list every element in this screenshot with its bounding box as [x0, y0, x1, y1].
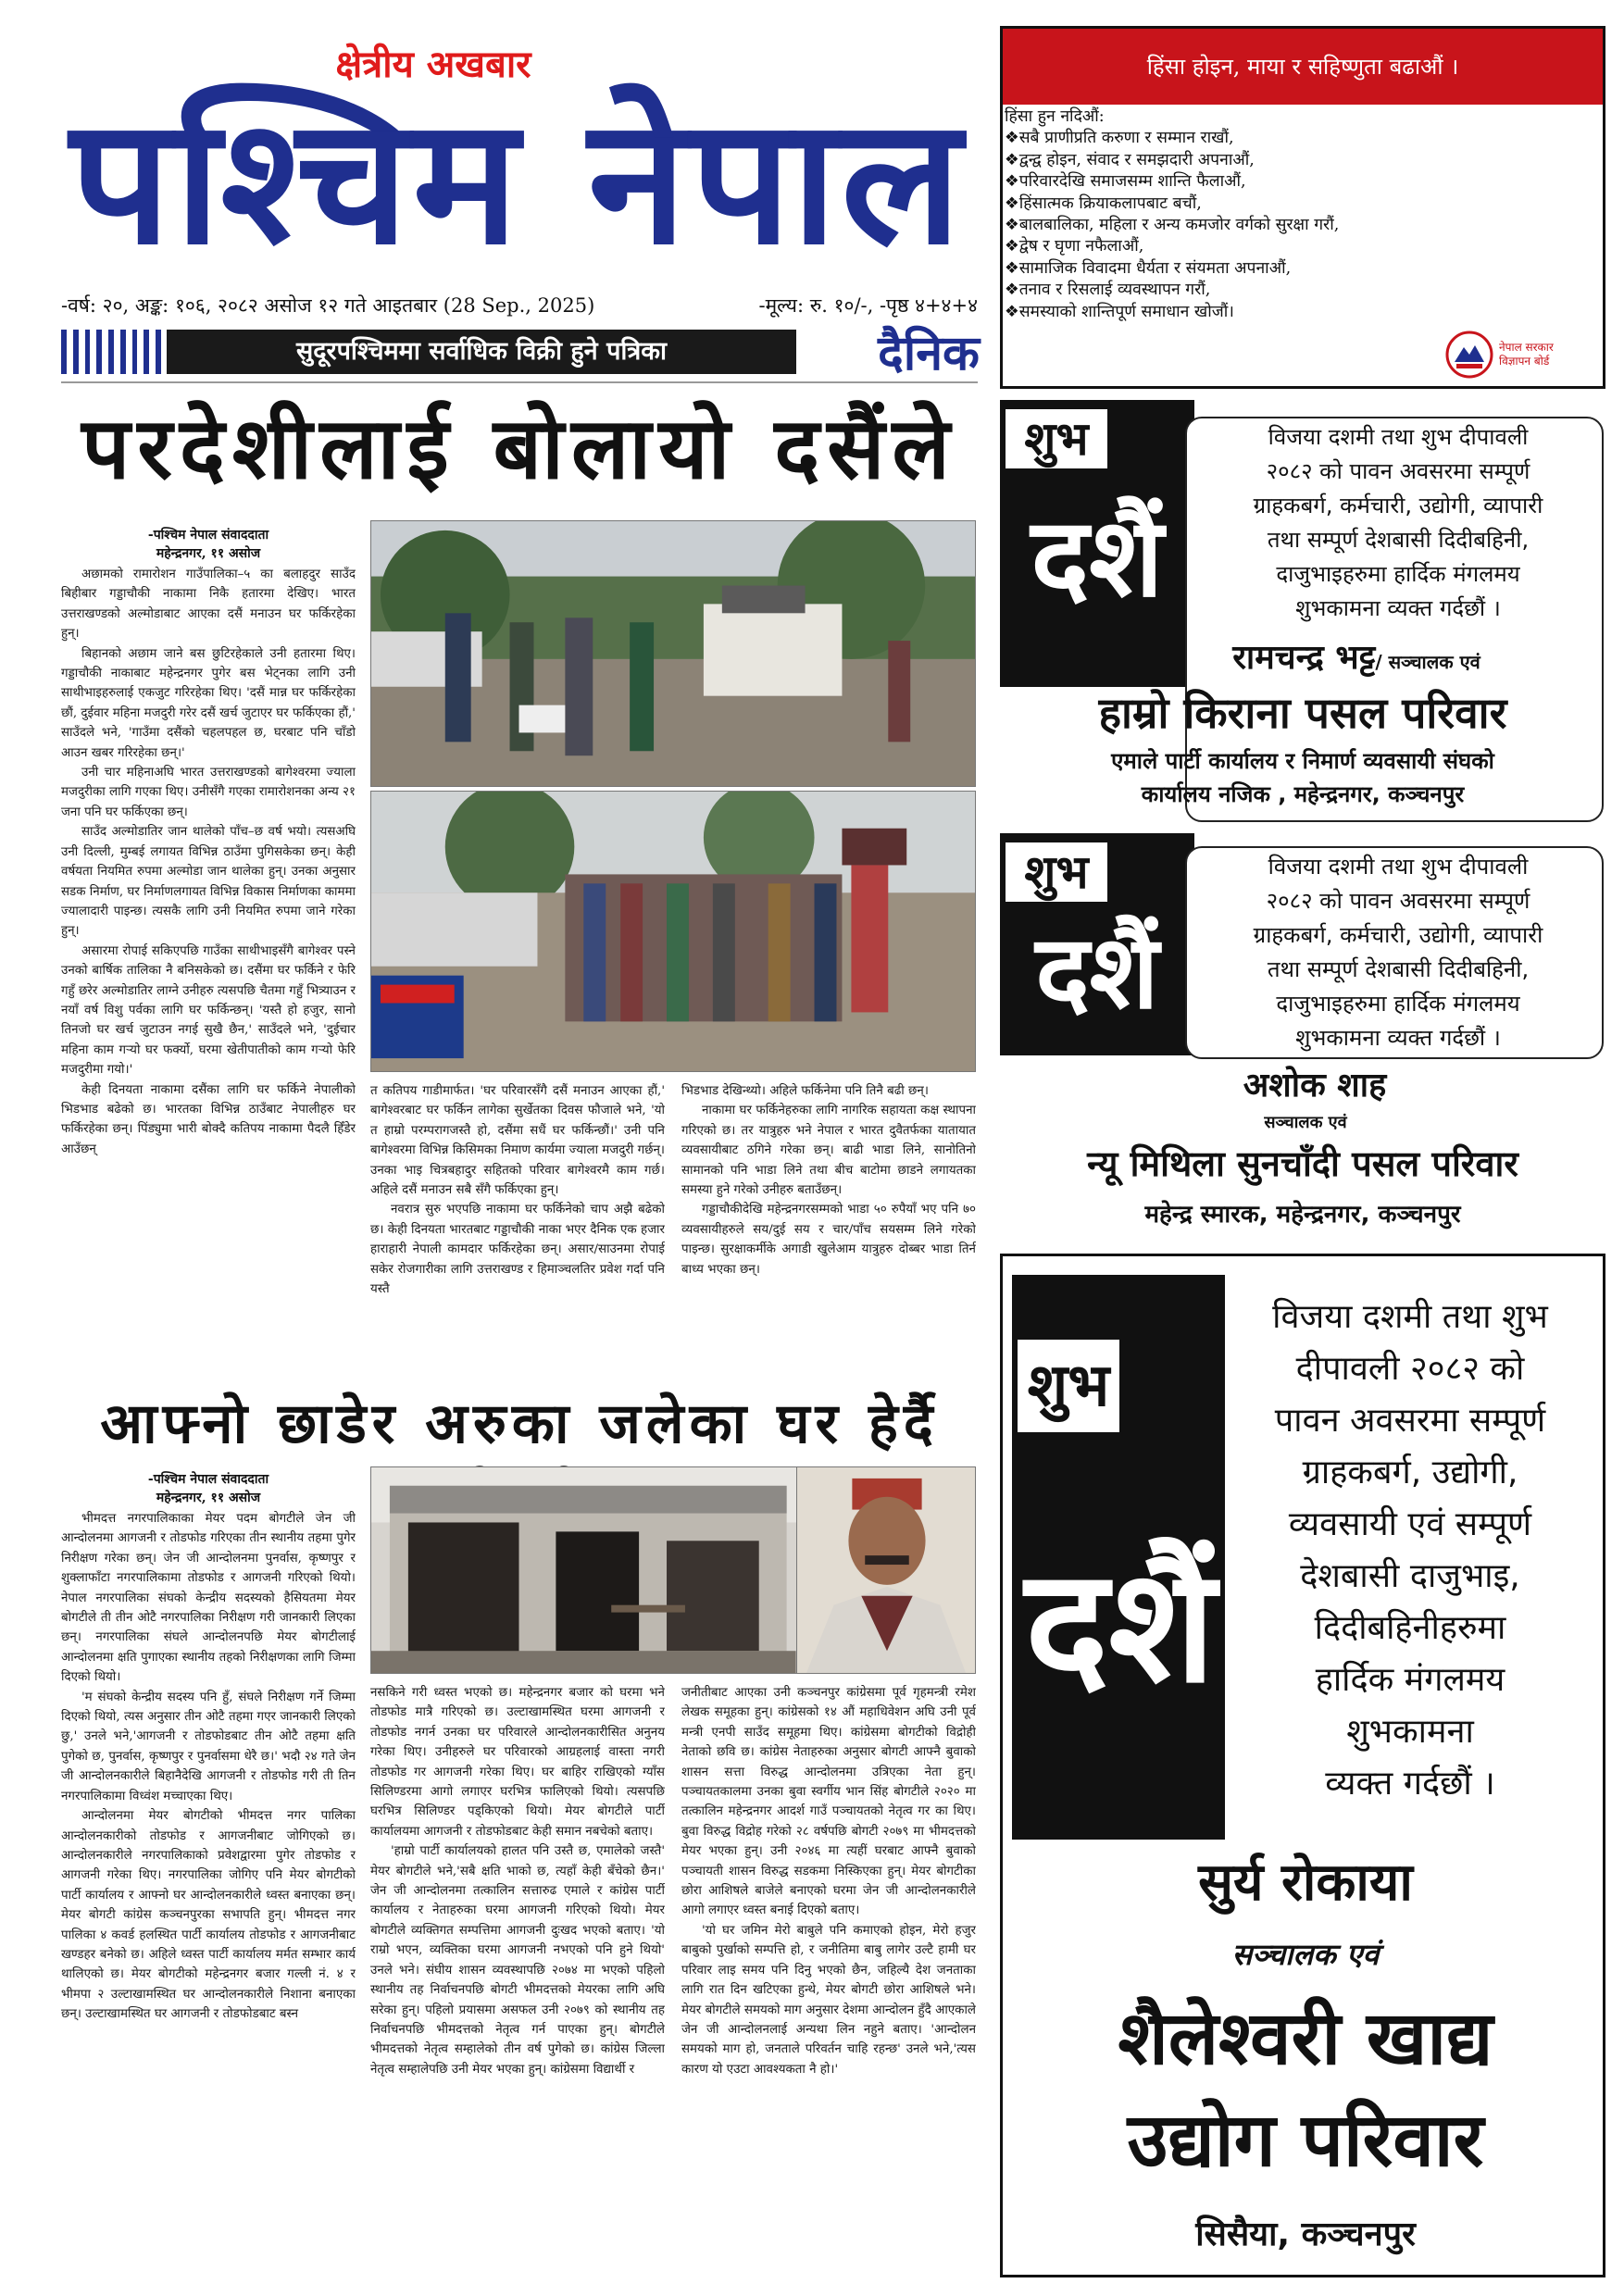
- masthead-stripes-decoration: [61, 330, 161, 374]
- paragraph: गड्डाचौकीदेखि महेन्द्रनगरसम्मको भाडा ५० रुपैयाँ भए पनि ७० व्यवसायीहरुले सय/दुई सय र चार/पाँच सयसम्म लिने गरेको पाइन्छ। सुरक्षाकर्मीके अगाडी खुलेआम यात्रुहरु दोब्बर भाडा तिर्न बाध्य भएका छन्।: [681, 1203, 976, 1277]
- notice-header: हिंसा होइन, माया र सहिष्णुता बढाऔं ।: [1003, 29, 1603, 105]
- masthead-slogan: सुदूरपश्चिममा सर्वाधिक विक्री हुने पत्रिका: [167, 330, 796, 374]
- ad1-person: रामचन्द्र भट्ट: [1232, 639, 1376, 677]
- shubh-label: शुभ: [1006, 409, 1107, 468]
- message-line: दीपावली २०८२ को: [1295, 1350, 1525, 1388]
- story1-byline-block: [61, 526, 356, 563]
- queue-photo: [370, 791, 976, 1072]
- message-line: पावन अवसरमा सम्पूर्ण: [1274, 1402, 1546, 1440]
- ad1-address: [1000, 744, 1605, 811]
- paragraph: 'यो घर जमिन मेरो बाबुले पनि कमाएको होइन, मेरो हजुर बाबुको पुर्खाको सम्पत्ति हो, र जनीतिमा बाबु लागेर उल्टै हामी घर परिवार लाइ समय पनि दिनु भएको छैन, जहिल्यै देश जनताका लागि रात दिन खटिएका हुन्थे, मेयर बोगटी छोरा आशिषले भने। मेयर बोगटीले समयको माग अनुसार देशमा आन्दोलन हुँदै आएकाले जेन जी आन्दोलनलाई अन्यथा लिन नहुने बताए। 'आन्दोलन समयको माग हो, जनताले परिवर्तन चाहि रहन्छ' उनले भने,'त्यस कारण यो एउटा आवश्यकता नै हो।': [681, 1923, 976, 2077]
- message-line: शुभकामना व्यक्त गर्दछौं ।: [1295, 1025, 1501, 1051]
- paragraph: 'म संघको केन्द्रीय सदस्य पनि हुँ, संघले निरीक्षण गर्ने जिम्मा दिएको थियो, त्यस अनुसार तीन ओटै तहमा गएर जानकारी लिएको छु,' उनले भने,'आगजनी र तोडफोडबाट तीन ओटै तहमा क्षति पुगेको छ, पुनर्वास, कृष्णपुर र पुनर्वासमा धेरै छ।' भदौ २४ गते जेन जी आन्दोलनकारीले बिहानैदेखि आगजनी र तोडफोड गरी ती तिन नगरपालिकामा विध्वंश मच्चाएका थिए।: [61, 1690, 356, 1803]
- story1-column-2: [370, 1081, 665, 1378]
- paragraph: अछामको रामारोशन गाउँपालिका–५ का बलाहदुर साउँद बिहीबार गड्डाचौकी नाकामा निकै हतारमा देखिए। भारत उत्तराखण्डको अल्मोडाबाट आएका दसैं मनाउन घर फर्किरहेका हुन्।: [61, 568, 356, 642]
- ad2-person: अशोक शाह: [1243, 1067, 1387, 1104]
- greeting-ad-1: [1000, 400, 1605, 824]
- paragraph: आन्दोलनमा मेयर बोगटीको भीमदत्त नगर पालिका आन्दोलनकारीको तोडफोड र आगजनीबाट जोगिएको छ। आन्दोलनकारीले नगरपालिकाको प्रवेशद्वारमा पुगेर तोडफोड र आगजनी गरेका थिए। नगरपालिका जोगिए पनि मेयर बोगटीको पार्टी कार्यालय र आफ्नो घर आन्दोलनकारीले ध्वस्त बनाएका छन्। मेयर बोगटी कांग्रेस कञ्चनपुरका सभापति हुन्। भीमदत्त नगर पालिका ४ कवर्ड हलस्थित पार्टी कार्यालय तोडफोड र आगजनीबाट खण्डहर बनेको छ। अहिले ध्वस्त पार्टी कार्यालय मर्मत सम्भार कार्य थालिएको छ। मेयर बोगटीको महेन्द्रनगर बजार गल्ली नं. ४ र भीमपा २ उल्टाखामस्थित घर आन्दोलनकारीले निशाना बनाएका छन्। उल्टाखामस्थित घर आगजनी र तोडफोडबाट बस्न: [61, 1809, 356, 2022]
- story2-dateline: महेन्द्रनगर, ११ असोज: [156, 1491, 261, 1505]
- dashain-logo-block: [1000, 833, 1194, 1055]
- paragraph: असारमा रोपाई सकिएपछि गाउँका साथीभाइसँगै बागेश्वर पस्ने उनको बार्षिक तालिका नै बनिसकेको छ। दसैंमा घर फर्किने र फेरि गहुँ छरेर अल्मोडातिर लाग्ने उनीहरु त्यसपछि चैतमा गहुँ भित्र्याउन र नयाँ वर्ष विशु पर्वका लागि घर फर्किन्छन्। 'यस्तै हो हजुर, सानो तिनजो घर खर्च जुटाउन नगई सुखै छैन,' साउँदले भने, 'दुईचार महिना काम गऱ्यो घर फर्क्यो, घरमा खेतीपातीको काम गऱ्यो फेरि मजदुरीमा गयो।': [61, 943, 356, 1078]
- story1-column-3: [681, 1081, 976, 1378]
- message-line: विजया दशमी तथा शुभ: [1272, 1298, 1548, 1336]
- notice-item: ❖द्वेष र घृणा नफैलाऔं,: [1005, 237, 1144, 256]
- shubh-label: शुभ: [1018, 1340, 1119, 1432]
- message-line: तथा सम्पूर्ण देशबासी दिदीबहिनी,: [1267, 527, 1530, 553]
- message-line: विजया दशमी तथा शुभ दीपावली: [1268, 854, 1529, 880]
- message-line: ग्राहकबर्ग, कर्मचारी, उद्योगी, व्यापारी: [1253, 493, 1543, 518]
- story1-headline: परदेशीलाई बोलायो दसैंले: [81, 399, 957, 498]
- greeting-ad-3: [1000, 1254, 1605, 2277]
- shubh-label: शुभ: [1006, 842, 1107, 902]
- public-notice-ad: [1000, 26, 1605, 389]
- notice-item: ❖द्वन्द्व होइन, संवाद र समझदारी अपनाऔं,: [1005, 150, 1255, 169]
- paragraph: नवरात्र सुरु भएपछि नाकामा घर फर्किनेको चाप अझै बढेको छ। केही दिनयता भारतबाट गड्डाचौकी नाका भएर दैनिक एक हजार हाराहारी नेपाली कामदार फर्किरहेका छन्। असार/साउनमा रोपाई सकेर रोजगारीका लागि उत्तराखण्ड र हिमाञ्चलतिर प्रवेश गर्दा पनि यस्तै: [370, 1203, 665, 1297]
- story1-byline: -पश्चिम नेपाल संवाददाता: [147, 528, 269, 543]
- notice-list: [1005, 106, 1597, 323]
- ad2-role: सञ्चालक एवं: [1264, 1113, 1347, 1132]
- paragraph: साउँद अल्मोडातिर जान थालेको पाँच–छ वर्ष भयो। त्यसअघि उनी दिल्ली, मुम्बई लगायत विभिन्न ठाउँमा पुगिसकेका छन्। केही वर्षयता नियमित रुपमा अल्मोडा जान थालेका हुन्। उनका अनुसार सडक निर्माण, घर निर्माणलगायत विभिन्न विकास निर्माणका काममा ज्यालादारी पाइन्छ। त्यसकै लागि उनी नियमित रुपमा जाने गरेका हुन्।: [61, 825, 356, 939]
- dashain-label: दशैं: [1025, 1535, 1216, 1718]
- message-line: व्यक्त गर्दछौं ।: [1325, 1765, 1495, 1803]
- message-line: दाजुभाइहरुमा हार्दिक मंगलमय: [1276, 561, 1520, 587]
- mayor-portrait-photo: [796, 1466, 976, 1674]
- message-line: विजया दशमी तथा शुभ दीपावली: [1268, 424, 1529, 450]
- notice-intro: हिंसा हुन नदिऔं:: [1005, 107, 1105, 126]
- ad1-business: हाम्रो किराना पसल परिवार: [1098, 688, 1507, 738]
- story2-column-2: [370, 1683, 665, 2277]
- ad2-message: [1194, 850, 1602, 1055]
- paragraph: बिहानको अछाम जाने बस छुटिरहेकाले उनी हतारमा थिए। गड्डाचौकी नाकाबाट महेन्द्रनगर पुगेर बस भेट्नका लागि उनी साथीभाइहरुलाई एकजुट गरिरहेका थिए। 'दसैं मान्न घर फर्किरहेका छौं, दुईवार महिना मजदुरी गरेर दसैं खर्च जुटाएर घर फर्किएका हौं,' साउँदले भने, 'गाउँमा दसैंको चहलपहल छ, घरबाट पनि चाँडो आउन खबर गरिरहेका छन्।': [61, 646, 356, 760]
- ad2-address: महेन्द्र स्मारक, महेन्द्रनगर, कञ्चनपुर: [1144, 1201, 1461, 1229]
- advertising-board-label: नेपाल सरकार विज्ञापन बोर्ड: [1499, 341, 1554, 368]
- greeting-ad-2: [1000, 833, 1605, 1241]
- message-line: देशबासी दाजुभाइ,: [1300, 1557, 1520, 1595]
- dashain-logo-block: [1012, 1275, 1225, 1840]
- notice-item: ❖सबै प्राणीप्रति करुणा र सम्मान राखौं,: [1005, 129, 1234, 148]
- paragraph: नाकामा घर फर्किनेहरुका लागि नागरिक सहायता कक्ष स्थापना गरिएको छ। तर यात्रुहरु भने नेपाल र भारत दुवैतर्फका यातायात व्यवसायीबाट ठगिने गरेका छन्। बाढी भाडा लिने, सानोतिनो सामानको पनि भाडा लिने तथा बीच बाटोमा छाडने लगायतका समस्या हुने गरेको उनीहरु बताउँछन्।: [681, 1104, 976, 1198]
- issue-info: -वर्ष: २०, अङ्क: १०६, २०८२ असोज १२ गते आइतबार (28 Sep., 2025): [61, 294, 595, 317]
- address-line: कार्यालय नजिक , महेन्द्रनगर, कञ्चनपुर: [1141, 781, 1465, 807]
- message-line: शुभकामना व्यक्त गर्दछौं ।: [1295, 595, 1501, 621]
- ad3-person: सुर्य रोकाया: [1198, 1853, 1413, 1913]
- price-info: -मूल्य: रु. १०/-, -पृष्ठ ४+४+४: [758, 294, 978, 317]
- ad3-business-line-1: शैलेश्वरी खाद्य: [1118, 1995, 1493, 2081]
- paragraph: उनी चार महिनाअघि भारत उत्तराखण्डको बागेश्वरमा ज्याला मजदुरीका लागि गएका थिए। उनीसँगै गएका रामारोशनका अन्य २१ जना पनि घर फर्किएका छन्।: [61, 766, 356, 819]
- story2-column-1: [61, 1509, 356, 2277]
- ad3-business-line-2: उद्योग परिवार: [1127, 2097, 1484, 2183]
- notice-item: ❖हिंसात्मक क्रियाकलापबाट बचौं,: [1005, 193, 1202, 213]
- paragraph: त कतिपय गाडीमार्फत। 'घर परिवारसँगै दसैं मनाउन आएका हौं,' बागेश्वरबाट घर फर्किन लागेका सुर्खेतका दिवस फौजाले भने, 'यो त हाम्रो परम्परागजस्तै हो, दसैंमा सधैं घर फर्किन्छौं।' उनी पनि बागेश्वरमा विभिन्न किसिमका निमाण कार्यमा ज्याला मजदुरी गर्छन्। उनका भाइ चित्रबहादुर सहितको परिवार बागेश्वरमै काम गर्छ। अहिले दसैं मनाउन सबै सँगै फर्किएका हुन्।: [370, 1084, 665, 1198]
- message-line: २०८२ को पावन अवसरमा सम्पूर्ण: [1266, 888, 1530, 914]
- daily-label: दैनिक: [878, 326, 980, 381]
- advertising-board-logo: [1445, 327, 1601, 382]
- message-line: दाजुभाइहरुमा हार्दिक मंगलमय: [1276, 991, 1520, 1017]
- message-line: २०८२ को पावन अवसरमा सम्पूर्ण: [1266, 458, 1530, 484]
- ad3-message: [1225, 1292, 1595, 1810]
- masthead-divider: [61, 381, 978, 383]
- message-line: तथा सम्पूर्ण देशबासी दिदीबहिनी,: [1267, 956, 1530, 982]
- story2-byline: -पश्चिम नेपाल संवाददाता: [147, 1472, 269, 1487]
- message-line: ग्राहकबर्ग, कर्मचारी, उद्योगी, व्यापारी: [1253, 922, 1543, 948]
- ad3-address: सिसैया, कञ्चनपुर: [1195, 2215, 1416, 2253]
- story1-dateline: महेन्द्रनगर, ११ असोज: [156, 546, 261, 561]
- dashain-label: दशैं: [1035, 913, 1159, 1031]
- notice-item: ❖सामाजिक विवादमा धैर्यता र संयमता अपनाऔं,: [1005, 258, 1292, 278]
- dashain-label: दशैं: [1031, 493, 1164, 621]
- notice-item: ❖बालबालिका, महिला र अन्य कमजोर वर्गको सुरक्षा गरौं,: [1005, 216, 1340, 235]
- newspaper-title: पश्चिम नेपाल: [69, 81, 966, 283]
- ad3-role: सञ्चालक एवं: [1231, 1937, 1380, 1972]
- nepal-emblem-icon: [1445, 331, 1493, 379]
- paragraph: 'हाम्रो पार्टी कार्यालयको हालत पनि उस्तै छ, एमालेको जस्तै' मेयर बोगटीले भने,'सबै क्षति भाको छ, त्यहाँ केही बँचेको छैन।' जेन जी आन्दोलनमा तत्कालिन सत्तारुढ एमाले र कांग्रेस पार्टी कार्यालय र नेताहरुका घरमा आगजनी गरिएको थियो। मेयर बोगटीले व्यक्तिगत सम्पत्तिमा आगजनी दुःखद भएको बताए। 'यो राम्रो भएन, व्यक्तिका घरमा आगजनी नभएको पनि हुने थियो' उनले भने। संघीय शासन व्यवस्थापछि २०७४ मा भएको पहिलो स्थानीय तह निर्वाचनपछि बोगटी भीमदत्तको मेयरका लागि अघि सरेका हुन्। पहिलो प्रयासमा असफल उनी २०७९ को स्थानीय तह निर्वाचनपछि भीमदत्तको नेतृत्व गर्न पाएका हुन्। बोगटीले भीमदत्तको नेतृत्व सम्हालेको तीन वर्ष पुगेको छ। कांग्रेस जिल्ला नेतृत्व सम्हालेपछि उनी मेयर भएका हुन्। कांग्रेसमा विद्यार्थी र: [370, 1844, 665, 2077]
- story2-column-3: [681, 1683, 976, 2277]
- masthead-tagline: क्षेत्रीय अखबार: [335, 44, 531, 86]
- story1-column-1: [61, 565, 356, 1379]
- message-line: व्यवसायी एवं सम्पूर्ण: [1288, 1505, 1532, 1543]
- message-line: ग्राहकबर्ग, उद्योगी,: [1302, 1454, 1518, 1491]
- paragraph: नसकिने गरी ध्वस्त भएको छ। महेन्द्रनगर बजार को घरमा भने तोडफोड मात्रै गरिएको छ। उल्टाखामस्थित घरमा आगजनी र तोडफोड नगर्न उनका घर परिवारले आन्दोलनकारीसित अनुनय गरेका थिए। उनीहरुले घर परिवारको आग्रहलाई वास्ता नगरी तोडफोड गर आगजनी गरेका थिए। घर बाहिर राखिएको ग्याँस सिलिण्डरमा आगो लगाएर घरभित्र फालिएको थियो। त्यसपछि घरभित्र सिलिण्डर पड्किएको थियो। मेयर बोगटीले पार्टी कार्यालयमा आगजनी र तोडफोडबाट केही समान नबचेको बताए।: [370, 1686, 665, 1839]
- ad1-message: [1194, 420, 1602, 626]
- paragraph: भीमदत्त नगरपालिकाका मेयर पदम बोगटीले जेन जी आन्दोलनमा आगजनी र तोडफोड गरिएका तीन स्थानीय तहमा पुगेर निरीक्षण गरेका छन्। जेन जी आन्दोलनमा पुनर्वास, कृष्णपुर र शुक्लाफाँटा नगरपालिकामा तोडफोड र आगजनी गरिएको थियो। नेपाल नगरपालिका संघको केन्द्रीय सदस्यको हैसियतमा मेयर बोगटीले ती तीन ओटै नगरपालिका निरीक्षण गरी जानकारी लिएका छन्। नगरपालिका संघले आन्दोलनपछि मेयर बोगटीलाई आन्दोलनमा क्षति पुगाएका स्थानीय तहको निरीक्षणका लागि जिम्मा दिएको थियो।: [61, 1512, 356, 1685]
- paragraph: भिडभाड देखिन्थ्यो। अहिले फर्किनेमा पनि तिनै बढी छन्।: [681, 1084, 929, 1098]
- message-line: शुभकामना: [1346, 1713, 1474, 1751]
- paragraph: केही दिनयता नाकामा दसैंका लागि घर फर्किने नेपालीको भिडभाड बढेको छ। भारतका विभिन्न ठाउँबाट नेपालीहरु घर फर्किरहेका छन्। पिंड्युमा भारी बोक्दै कतिपय नाकामा पैदलै हिँडेर आउँछन्: [61, 1082, 356, 1156]
- issue-meta-bar: [61, 293, 978, 318]
- paragraph: जनीतीबाट आएका उनी कञ्चनपुर कांग्रेसमा पूर्व गृहमन्त्री रमेश लेखक समूहका हुन्। कांग्रेसको १४ औं महाधिवेशन अघि उनी पूर्व मन्त्री एनपी साउँद समूहमा थिए। कांग्रेसमा बोगटीको विद्रोही नेताको छवि छ। कांग्रेस नेताहरुका अनुसार बोगटी आफ्नै बुवाको शासन सत्ता विरुद्ध आन्दोलनमा उत्रिएका नेता हुन्। पञ्चायतकालमा उनका बुवा स्वर्गीय भान सिंह बोगटीले २०२० मा तत्कालिन महेन्द्रनगर आदर्श गाउँ पञ्चायतको नेतृत्व गर का थिए। बुवा विरुद्ध विद्रोह गरेको २८ वर्षपछि बोगटी २०७९ मा भीमदत्तको मेयर भएका हुन्। उनी २०४६ मा त्यहीं घरबाट आफ्नै बुवाको पञ्चायती शासन विरुद्ध सडकमा निस्किएका हुन्। मेयर बोगटीका छोरा आशिषले बाजेले बनाएको घरमा जेन जी आन्दोलनकारीले आगो लगाएर ध्वस्त बनाई दिएको बताए।: [681, 1686, 976, 1918]
- story2-headline: आफ्नो छाडेर अरुका जलेका घर हेर्दै: [100, 1391, 939, 1456]
- notice-item: ❖तनाव र रिसलाई व्यवस्थापन गरौं,: [1005, 281, 1211, 300]
- ad2-business: न्यू मिथिला सुनचाँदी पसल परिवार: [1087, 1143, 1518, 1184]
- story2-byline-block: [61, 1470, 356, 1507]
- address-line: एमाले पार्टी कार्यालय र निमार्ण व्यवसायी संघको: [1111, 748, 1494, 774]
- notice-item: ❖समस्याको शान्तिपूर्ण समाधान खोजौं।: [1005, 302, 1234, 321]
- border-crossing-photo: [370, 520, 976, 787]
- message-line: दिदीबहिनीहरुमा: [1314, 1609, 1506, 1647]
- notice-item: ❖परिवारदेखि समाजसम्म शान्ति फैलाऔं,: [1005, 172, 1246, 192]
- ad1-role: / सञ्चालक एवं: [1375, 651, 1480, 673]
- message-line: हार्दिक मंगलमय: [1315, 1661, 1505, 1699]
- ad1-person-line: [1111, 633, 1602, 679]
